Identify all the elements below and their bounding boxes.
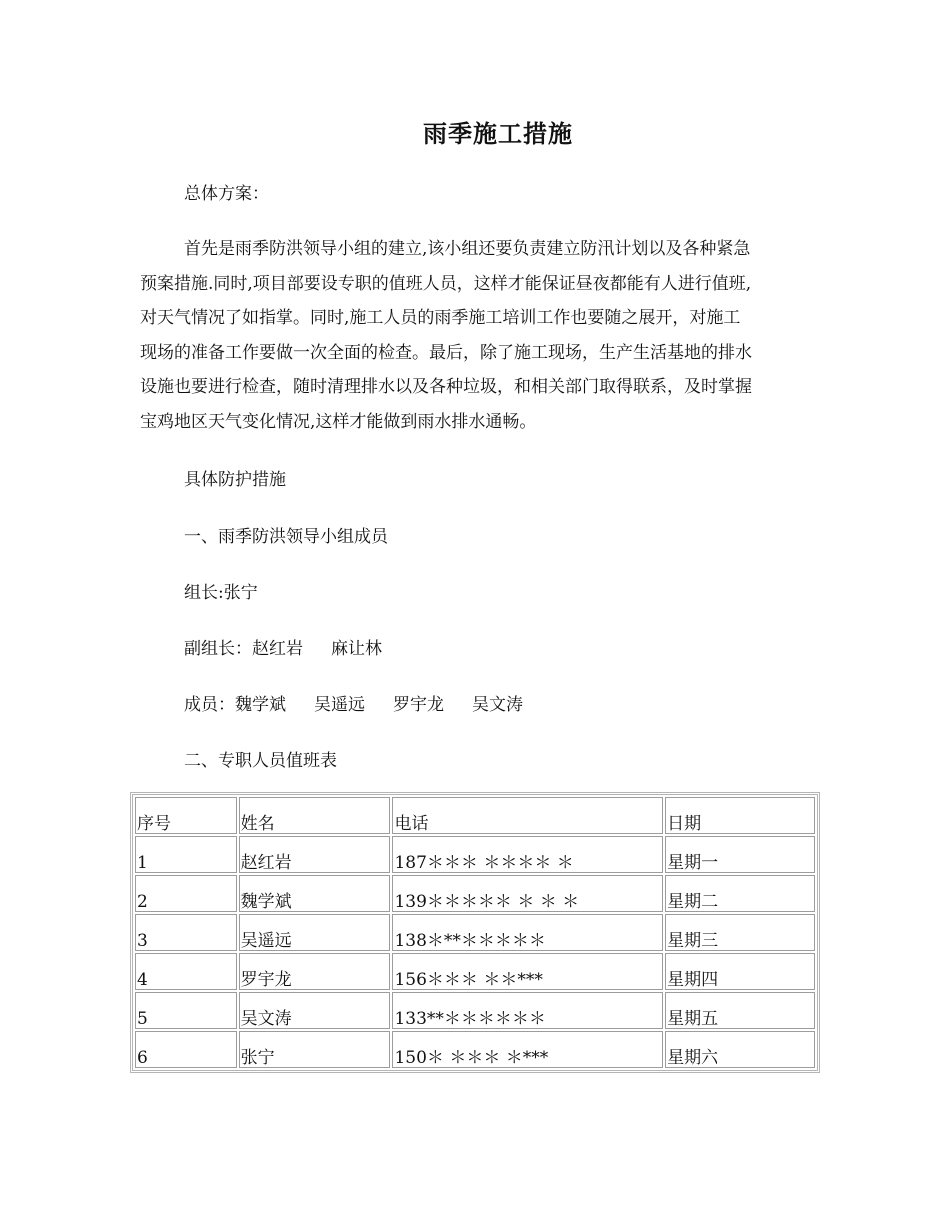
paragraph-line: 现场的准备工作要做一次全面的检查。最后，除了施工现场，生产生活基地的排水 — [140, 342, 752, 363]
table-cell: 156＊＊＊ ＊＊*** — [392, 953, 663, 990]
specific-measures-heading: 具体防护措施 — [184, 470, 286, 490]
table-cell: 5 — [135, 992, 237, 1029]
table-header-cell: 姓名 — [239, 797, 391, 834]
paragraph-line: 首先是雨季防洪领导小组的建立,该小组还要负责建立防汛计划以及各种紧急 — [184, 239, 751, 259]
table-cell: 罗宇龙 — [239, 953, 391, 990]
paragraph-line: 宝鸡地区天气变化情况,这样才能做到雨水排水通畅。 — [140, 411, 537, 432]
member-name: 吴遥远 — [314, 695, 365, 715]
deputy-name: 麻让林 — [331, 639, 382, 659]
leader-line: 组长:张宁 — [184, 583, 258, 603]
overall-heading: 总体方案： — [184, 184, 269, 204]
table-cell: 星期二 — [665, 875, 815, 912]
table-cell: 吴遥远 — [239, 914, 391, 951]
member-name: 吴文涛 — [472, 695, 523, 715]
table-cell: 星期一 — [665, 836, 815, 873]
table-header-cell: 序号 — [135, 797, 237, 834]
table-cell: 133**＊＊＊＊＊＊ — [392, 992, 663, 1029]
table-row — [135, 992, 815, 1029]
table-row — [135, 836, 815, 873]
section1-heading: 一、雨季防洪领导小组成员 — [184, 527, 388, 547]
table-cell: 139＊＊＊＊＊ ＊ ＊ ＊ — [392, 875, 663, 912]
members-label: 成员： — [184, 695, 235, 715]
table-cell: 150＊ ＊＊＊ ＊*** — [392, 1031, 663, 1068]
table-cell: 赵红岩 — [239, 836, 391, 873]
deputy-name: 赵红岩 — [252, 639, 303, 659]
table-row — [135, 875, 815, 912]
table-cell: 吴文涛 — [239, 992, 391, 1029]
section2-heading: 二、专职人员值班表 — [184, 751, 337, 771]
table-header-cell: 日期 — [665, 797, 815, 834]
table-header-cell: 电话 — [392, 797, 663, 834]
table-cell: 张宁 — [239, 1031, 391, 1068]
paragraph-line: 对天气情况了如指掌。同时,施工人员的雨季施工培训工作也要随之展开，对施工 — [140, 308, 741, 329]
table-row — [135, 1031, 815, 1068]
table-cell: 魏学斌 — [239, 875, 391, 912]
table-cell: 138＊**＊＊＊＊＊ — [392, 914, 663, 951]
table-header-row — [135, 797, 815, 834]
table-cell: 6 — [135, 1031, 237, 1068]
table-cell: 星期六 — [665, 1031, 815, 1068]
deputy-line — [184, 639, 382, 659]
member-name: 魏学斌 — [235, 695, 286, 715]
paragraph-line: 预案措施.同时,项目部要设专职的值班人员，这样才能保证昼夜都能有人进行值班, — [140, 273, 752, 294]
table-cell: 星期五 — [665, 992, 815, 1029]
table-cell: 2 — [135, 875, 237, 912]
duty-table — [130, 792, 820, 1073]
member-name: 罗宇龙 — [393, 695, 444, 715]
members-line — [184, 695, 523, 715]
table-row — [135, 914, 815, 951]
paragraph-line: 设施也要进行检查，随时清理排水以及各种垃圾，和相关部门取得联系，及时掌握 — [140, 377, 752, 398]
table-cell: 星期三 — [665, 914, 815, 951]
table-cell: 187＊＊＊ ＊＊＊＊ ＊ — [392, 836, 663, 873]
page-title: 雨季施工措施 — [423, 119, 573, 148]
deputy-label: 副组长： — [184, 639, 252, 659]
table-row — [135, 953, 815, 990]
table-cell: 星期四 — [665, 953, 815, 990]
table-cell: 4 — [135, 953, 237, 990]
overall-paragraph — [140, 232, 820, 440]
table-cell: 1 — [135, 836, 237, 873]
table-cell: 3 — [135, 914, 237, 951]
